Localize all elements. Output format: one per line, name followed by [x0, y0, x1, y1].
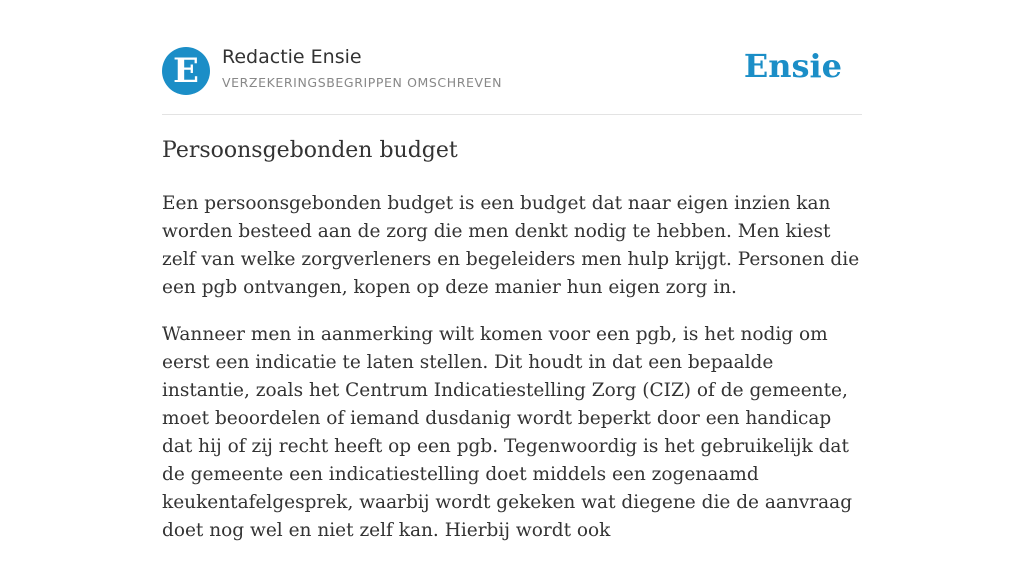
- article-title: Persoonsgebonden budget: [162, 138, 458, 163]
- author-name[interactable]: Redactie Ensie: [222, 46, 362, 68]
- author-avatar[interactable]: E: [162, 47, 210, 95]
- article-container: [162, 0, 862, 541]
- article-header: [162, 0, 862, 115]
- brand-logo[interactable]: Ensie: [743, 47, 842, 85]
- category-label[interactable]: VERZEKERINGSBEGRIPPEN OMSCHREVEN: [222, 75, 503, 90]
- paragraph: Een persoonsgebonden budget is een budget dat naar eigen inzien kan worden besteed aan de zorg die men denkt nodig te hebben. Men kiest zelf van welke zorgverleners en begeleiders men hulp krijgt. Personen die een pgb ontvangen, kopen op deze manier hun eigen zorg in.: [162, 193, 860, 298]
- paragraph: Wanneer men in aanmerking wilt komen voor een pgb, is het nodig om eerst een indicatie te laten stellen. Dit houdt in dat een bepaalde instantie, zoals het Centrum Indicatiestelling Zorg (CIZ) of de gemeente, moet beoordelen of iemand dusdanig wordt beperkt door een handicap dat hij of zij recht heeft op een pgb. Tegenwoordig is het gebruikelijk dat de gemeente een indicatiestelling doet middels een zogenaamd keukentafelgesprek, waarbij wordt gekeken wat diegene die de aanvraag doet nog wel en niet zelf kan. Hierbij wordt ook: [162, 324, 853, 541]
- article-body: [162, 190, 862, 564]
